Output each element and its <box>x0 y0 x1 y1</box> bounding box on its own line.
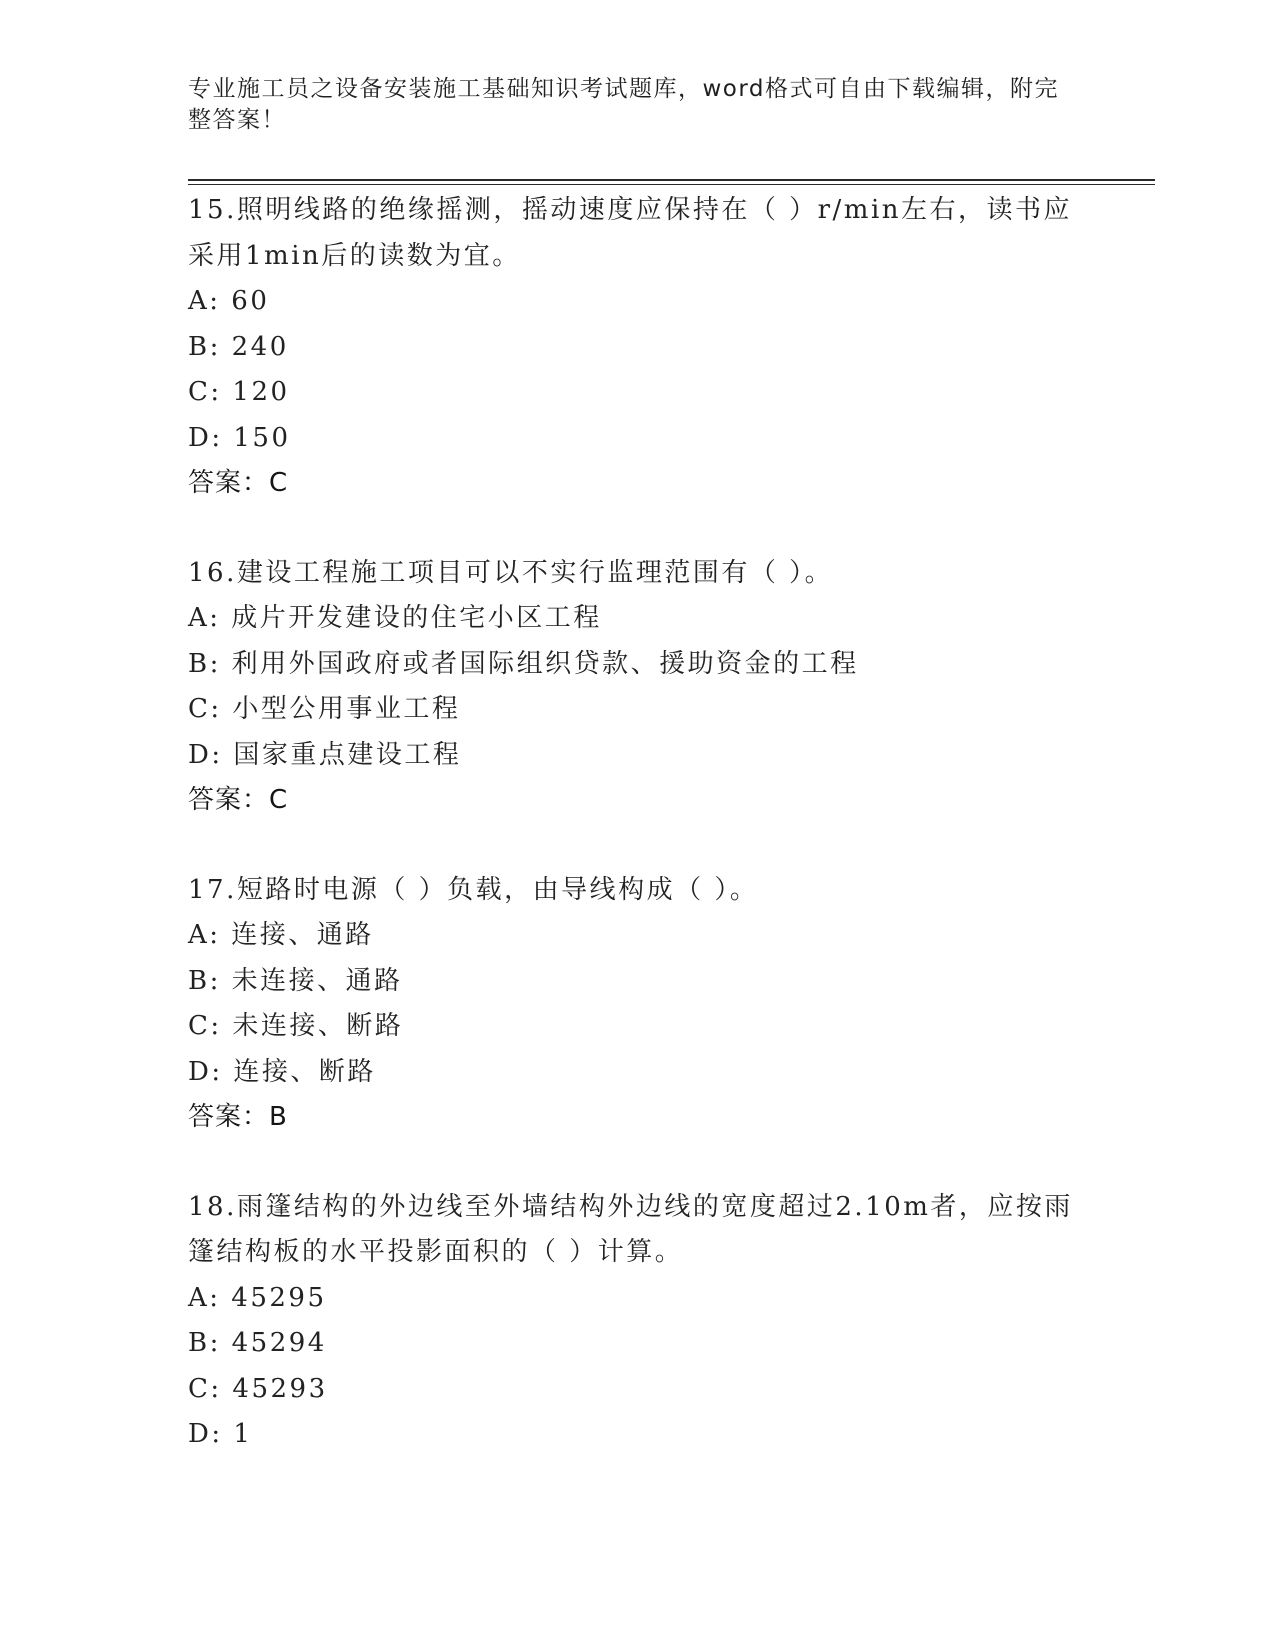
option-b: B: 利用外国政府或者国际组织贷款、援助资金的工程 <box>188 648 859 679</box>
option-a: A: 45295 <box>188 1282 327 1313</box>
option-b: B: 未连接、通路 <box>188 965 403 996</box>
header-divider-thin <box>188 184 1155 185</box>
question-stem: 17.短路时电源（ ）负载，由导线构成（ ）。 <box>188 874 759 905</box>
answer-label: 答案：B <box>188 1102 288 1132</box>
document-header: 专业施工员之设备安装施工基础知识考试题库，word格式可自由下载编辑，附完整答案！ <box>188 76 1060 133</box>
option-d: D: 1 <box>188 1419 253 1449</box>
question-15 <box>188 188 1088 507</box>
option-c: C: 未连接、断路 <box>188 1011 404 1041</box>
question-stem: 15.照明线路的绝缘摇测，摇动速度应保持在（ ）r/min左右，读书应采用1min后的读数为宜。 <box>188 195 1073 271</box>
question-stem: 18.雨篷结构的外边线至外墙结构外边线的宽度超过2.10m者，应按雨篷结构板的水平投影面积的（ ）计算。 <box>188 1191 1073 1267</box>
option-c: C: 120 <box>188 377 290 407</box>
option-a: A: 成片开发建设的住宅小区工程 <box>188 603 602 633</box>
option-d: D: 国家重点建设工程 <box>188 739 462 770</box>
question-stem: 16.建设工程施工项目可以不实行监理范围有（ ）。 <box>188 557 834 588</box>
option-d: D: 150 <box>188 422 291 453</box>
answer-label: 答案：C <box>188 468 289 498</box>
option-b: B: 45294 <box>188 1328 327 1358</box>
option-c: C: 45293 <box>188 1373 328 1404</box>
option-a: A: 连接、通路 <box>188 920 374 950</box>
option-b: B: 240 <box>188 331 289 362</box>
answer-label: 答案：C <box>188 785 289 815</box>
option-a: A: 60 <box>188 286 270 316</box>
header-divider-thick <box>188 179 1155 181</box>
option-d: D: 连接、断路 <box>188 1056 376 1087</box>
option-c: C: 小型公用事业工程 <box>188 694 461 724</box>
question-16 <box>188 551 1088 824</box>
question-list <box>188 188 1088 1458</box>
question-17 <box>188 868 1088 1141</box>
question-18 <box>188 1185 1088 1458</box>
